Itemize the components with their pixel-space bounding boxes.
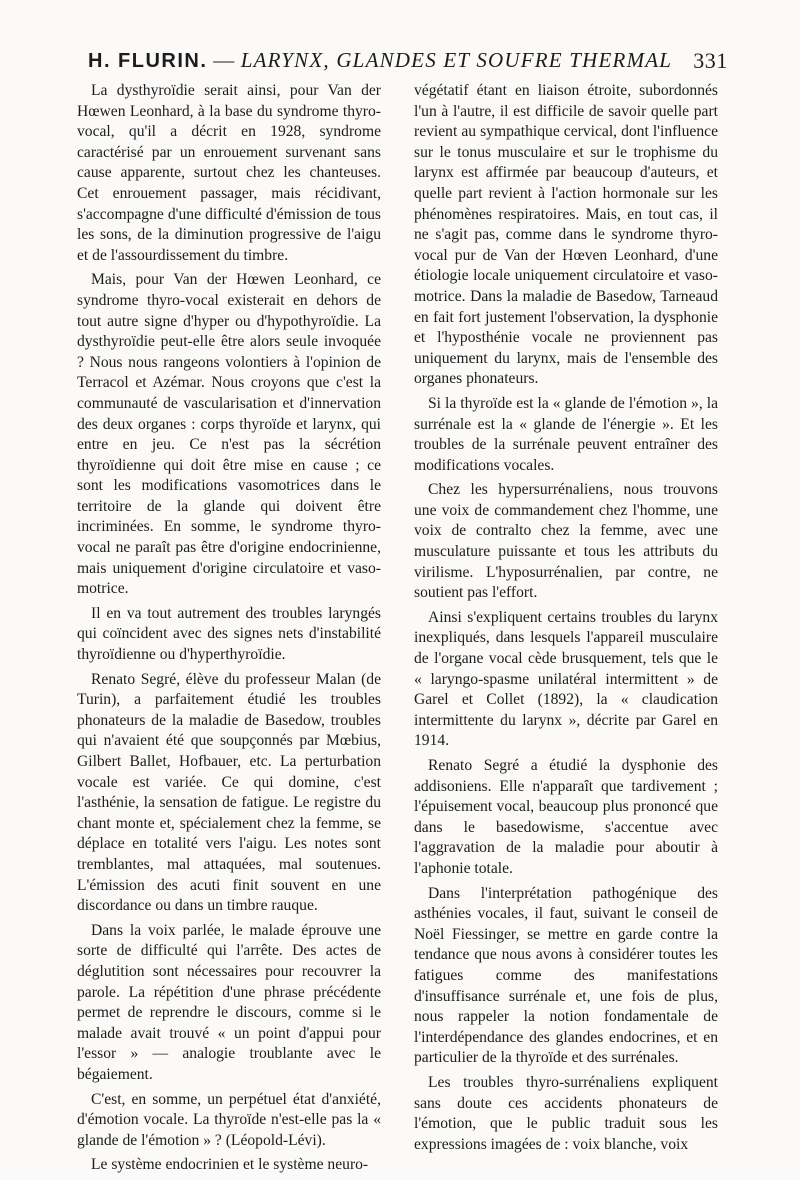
paragraph: Les troubles thyro-surrénaliens expliquent sans doute ces accidents phonateurs de l'émotion, que le public traduit sous les expressions imagées de : voix blanche, voix <box>414 1073 718 1153</box>
paragraph: Il en va tout autrement des troubles laryngés qui coïncident avec des signes nets d'instabilité thyroïdienne ou d'hyperthyroïdie. <box>77 604 381 664</box>
paragraph: Renato Segré, élève du professeur Malan (de Turin), a parfaitement étudié les troubles phonateurs de la maladie de Basedow, troubles qui n'avaient été que soupçonnés par Mœbius, Gilbert Ballet, Hofbauer, etc. La perturbation vocale est variée. Ce qui domine, c'est l'asthénie, la sensation de fatigue. Le registre du chant monte et, spécialement chez la femme, se déplace en totalité vers l'aigu. Les notes sont tremblantes, mal attaquées, mal soutenues. L'émission des acuti finit souvent en une discordance ou dans un timbre rauque. <box>77 670 381 915</box>
left-column <box>77 81 381 1180</box>
paragraph: Dans l'interprétation pathogénique des asthénies vocales, il faut, suivant le conseil de Noël Fiessinger, se mettre en garde contre la tendance que nous avons à considérer toutes les fatigues comme des manifestations d'insuffisance surrénale et, une fois de plus, nous rappeler la notion fondamentale de l'interdépendance des glandes endocrines, et en particulier de la thyroïde et des surrénales. <box>414 884 718 1067</box>
paragraph: Chez les hypersurrénaliens, nous trouvons une voix de commandement chez l'homme, une voix de contralto chez la femme, avec une musculature puissante et tous les attributs du virilisme. L'hyposurrénalien, par contre, ne soutient pas l'effort. <box>414 481 718 602</box>
header-title: LARYNX, GLANDES ET SOUFRE THERMAL <box>240 48 673 72</box>
paragraph: végétatif étant en liaison étroite, subordonnés l'un à l'autre, il est difficile de savoir quelle part revient au sympathique cervical, dont l'influence sur le tonus musculaire et sur le trophisme du larynx est affirmée par beaucoup d'auteurs, et quelle part revient à l'action hormonale sur les phénomènes respiratoires. Mais, en tout cas, il ne s'agit pas, comme dans le syndrome thyro-vocal pur de Van der Hœven Leonhard, d'une étiologie locale uniquement circulatoire et vaso-motrice. Dans la maladie de Basedow, Tarneaud en fait fort justement l'observation, la dysphonie et l'hyposthénie vocale ne proviennent pas uniquement du larynx, mais de l'ensemble des organes phonateurs. <box>414 82 718 388</box>
header-author: H. FLURIN. <box>88 50 208 72</box>
paragraph: Ainsi s'expliquent certains troubles du larynx inexpliqués, dans lesquels l'appareil musculaire de l'organe vocal cède brusquement, tels que le « laryngo-spasme unilatéral intermittent » de Garel et Collet (1892), la « claudication intermittente du larynx », décrite par Garel en 1914. <box>414 608 718 750</box>
page-number: 331 <box>693 48 728 73</box>
paragraph: Dans la voix parlée, le malade éprouve une sorte de difficulté qui l'arrête. Des actes de déglutition sont nécessaires pour recouvrer la parole. La répétition d'une phrase précédente permet de reprendre le discours, comme si le malade avait trouvé « un point d'appui pour l'essor » — analogie troublante avec le bégaiement. <box>77 921 381 1083</box>
paragraph: Mais, pour Van der Hœwen Leonhard, ce syndrome thyro-vocal existerait en dehors de tout autre signe d'hyper ou d'hypothyroïdie. La dysthyroïdie peut-elle être alors seule invoquée ? Nous nous rangeons volontiers à l'opinion de Terracol et Azémar. Nous croyons que c'est la communauté de vascularisation et d'innervation des deux organes : corps thyroïde et larynx, qui entre en jeu. Ce n'est pas la sécrétion thyroïdienne qui doit être mise en cause ; ce sont les modifications vasomotrices dans le territoire de la glande qui doivent être incriminées. En somme, le syndrome thyro-vocal ne paraît pas être d'origine endocrinienne, mais uniquement d'origine circulatoire et vaso-motrice. <box>77 271 381 598</box>
running-header <box>88 48 728 82</box>
paragraph: C'est, en somme, un perpétuel état d'anxiété, d'émotion vocale. La thyroïde n'est-elle pas la « glande de l'émotion » ? (Léopold-Lévi). <box>77 1090 381 1149</box>
paragraph: Si la thyroïde est la « glande de l'émotion », la surrénale est la « glande de l'énergie ». Et les troubles de la surrénale peuvent entraîner des modifications vocales. <box>414 394 718 474</box>
paragraph: Le système endocrinien et le système neuro- <box>91 1156 369 1174</box>
paragraph: La dysthyroïdie serait ainsi, pour Van der Hœwen Leonhard, à la base du syndrome thyro-vocal, qu'il a décrit en 1928, syndrome caractérisé par un enrouement survenant sans cause apparente, surtout chez les chanteuses. Cet enrouement passager, mais récidivant, s'accompagne d'une difficulté d'émission de tous les sons, de la diminution progressive de l'aigu et de l'assourdissement du timbre. <box>77 82 381 264</box>
header-dash: — <box>207 48 241 72</box>
paragraph: Renato Segré a étudié la dysphonie des addisoniens. Elle n'apparaît que tardivement ; l'épuisement vocal, beaucoup plus prononcé que dans le basedowisme, s'accentue avec l'aggravation de la maladie pour aboutir à l'aphonie totale. <box>414 757 718 877</box>
right-column <box>414 81 718 1159</box>
